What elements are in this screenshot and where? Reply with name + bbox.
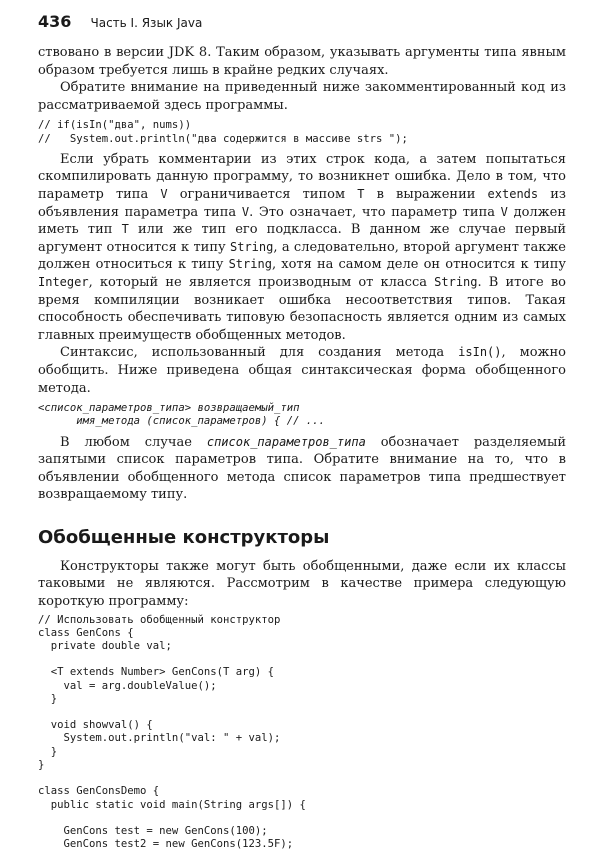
paragraph-syntax-intro: Синтаксис, использованный для создания метода isIn(), можно обобщить. Ниже приведена общая синтаксическая форма обобщенного метода.	[38, 345, 566, 396]
section-heading: Обобщенные конструкторы	[38, 526, 330, 548]
page-number: 436	[38, 12, 72, 31]
paragraph-intro-commented-code: Обратите внимание на приведенный ниже закомментированный код из рассматриваемой здесь программы.	[38, 80, 566, 113]
page-header	[38, 12, 202, 34]
code-snippet-commented: // if(isIn("два", nums)) // System.out.println("два содержится в массиве strs ");	[38, 119, 408, 145]
code-gencons-program: // Использовать обобщенный конструктор class GenCons { private double val; <T extends Number> GenCons(T arg) { val = arg.doubleValue(); } void showval() { System.out.println("val: " + val); } } class GenConsDemo { public static void main(String args[]) { GenCons test = new GenCons(100); GenCons test2 = new GenCons(123.5F);	[38, 613, 306, 851]
paragraph-type-params-list: В любом случае список_параметров_типа обозначает разделяемый запятыми список параметров типа. Обратите внимание на то, что в объявлении обобщенного метода список параметров типа предшествует возвращаемому типу.	[38, 434, 566, 503]
page-body	[38, 44, 566, 851]
paragraph-compile-error-explanation: Если убрать комментарии из этих строк кода, а затем попытаться скомпилировать данную программу, то возникнет ошибка. Дело в том, что параметр типа V ограничивается типом T в выражении extends из объявления параметра типа V. Это означает, что параметр типа V должен иметь тип T или же тип его подкласса. В данном же случае первый аргумент относится к типу String, а следовательно, второй аргумент также должен относиться к типу String, хотя на самом деле он относится к типу Integer, который не является производным от класса String. В итоге во время компиляции возникает ошибка несоответствия типов. Такая способность обеспечивать типовую безопасность является одним из самых главных преимуществ обобщенных методов.	[38, 151, 567, 343]
running-title: Часть I. Язык Java	[90, 16, 203, 30]
code-generic-method-syntax: <список_параметров_типа> возвращаемый_тип имя_метода (список_параметров) { // ...	[38, 402, 326, 428]
paragraph-continuation: ствовано в версии JDK 8. Таким образом, указывать аргументы типа явным образом требуется лишь в крайне редких случаях.	[38, 45, 566, 78]
paragraph-generic-constructors: Конструкторы также могут быть обобщенными, даже если их классы таковыми не являются. Рассмотрим в качестве примера следующую короткую программу:	[38, 558, 566, 610]
